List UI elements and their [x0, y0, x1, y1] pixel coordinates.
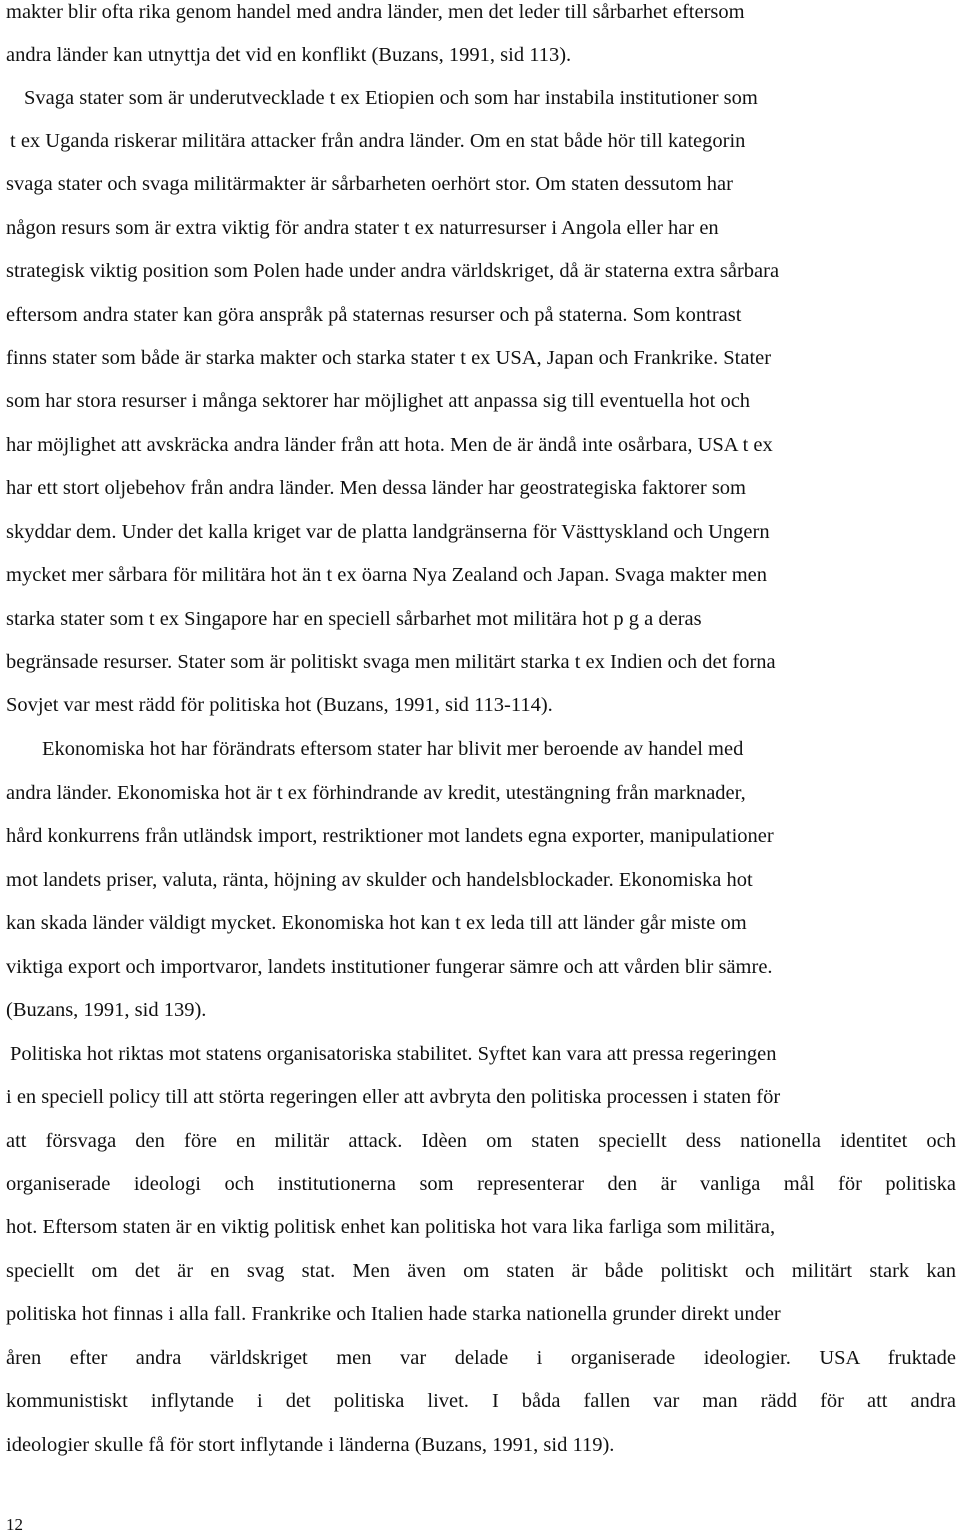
text-line: hård konkurrens från utländsk import, restriktioner mot landets egna exporter, manipulationer	[6, 825, 774, 847]
text-line: ideologier skulle få för stort inflytande i länderna (Buzans, 1991, sid 119).	[6, 1434, 615, 1456]
text-line: mycket mer sårbara för militära hot än t ex öarna Nya Zealand och Japan. Svaga makter men	[6, 564, 768, 586]
text-line: kan skada länder väldigt mycket. Ekonomiska hot kan t ex leda till att länder går miste om	[6, 912, 747, 934]
text-line: kommunistiskt inflytande i det politiska livet. I båda fallen var man rädd för att andra	[6, 1390, 956, 1412]
text-line: Sovjet var mest rädd för politiska hot (Buzans, 1991, sid 113-114).	[6, 694, 553, 716]
text-line: makter blir ofta rika genom handel med andra länder, men det leder till sårbarhet eftersom	[6, 1, 745, 23]
text-line: starka stater som t ex Singapore har en speciell sårbarhet mot militära hot p g a deras	[6, 608, 702, 630]
text-line: organiserade ideologi och institutionerna som representerar den är vanliga mål för politiska	[6, 1173, 956, 1195]
text-line: mot landets priser, valuta, ränta, höjning av skulder och handelsblockader. Ekonomiska hot	[6, 869, 753, 891]
text-line: speciellt om det är en svag stat. Men även om staten är både politiskt och militärt stark kan	[6, 1260, 956, 1282]
paragraph-first-line: Politiska hot riktas mot statens organisatoriska stabilitet. Syftet kan vara att pressa regeringen	[10, 1043, 777, 1065]
text-line: andra länder kan utnyttja det vid en konflikt (Buzans, 1991, sid 113).	[6, 44, 572, 66]
text-line: har ett stort oljebehov från andra länder. Men dessa länder har geostrategiska faktorer som	[6, 477, 747, 499]
text-line: t ex Uganda riskerar militära attacker från andra länder. Om en stat både hör till kategorin	[10, 130, 746, 152]
paragraph-first-line: Ekonomiska hot har förändrats eftersom stater har blivit mer beroende av handel med	[42, 738, 744, 760]
text-line: andra länder. Ekonomiska hot är t ex förhindrande av kredit, utestängning från marknader,	[6, 782, 746, 804]
text-line: finns stater som både är starka makter och starka stater t ex USA, Japan och Frankrike. Stater	[6, 347, 772, 369]
text-line: eftersom andra stater kan göra anspråk på staternas resurser och på staterna. Som kontrast	[6, 304, 742, 326]
text-line: har möjlighet att avskräcka andra länder från att hota. Men de är ändå inte osårbara, USA t ex	[6, 434, 773, 456]
page-number: 12	[6, 1515, 23, 1534]
text-line: någon resurs som är extra viktig för andra stater t ex naturresurser i Angola eller har en	[6, 217, 719, 239]
paragraph-first-line: Svaga stater som är underutvecklade t ex Etiopien och som har instabila institutioner som	[24, 87, 758, 109]
text-line: skyddar dem. Under det kalla kriget var de platta landgränserna för Västtyskland och Ungern	[6, 521, 770, 543]
text-line: att försvaga den före en militär attack. Idèen om staten speciellt dess nationella identitet och	[6, 1130, 956, 1152]
text-line: begränsade resurser. Stater som är politiskt svaga men militärt starka t ex Indien och det forna	[6, 651, 776, 673]
text-line: åren efter andra världskriget men var delade i organiserade ideologier. USA fruktade	[6, 1347, 956, 1369]
text-line: hot. Eftersom staten är en viktig politisk enhet kan politiska hot vara lika farliga som militära,	[6, 1216, 776, 1238]
text-line: som har stora resurser i många sektorer har möjlighet att anpassa sig till eventuella hot och	[6, 390, 751, 412]
text-line: i en speciell policy till att störta regeringen eller att avbryta den politiska processen i staten för	[6, 1086, 781, 1108]
text-line: strategisk viktig position som Polen hade under andra världskriget, då är staterna extra sårbara	[6, 260, 780, 282]
text-line: politiska hot finnas i alla fall. Frankrike och Italien hade starka nationella grunder direkt under	[6, 1303, 781, 1325]
text-line: (Buzans, 1991, sid 139).	[6, 999, 207, 1021]
text-line: viktiga export och importvaror, landets institutioner fungerar sämre och att vården blir sämre.	[6, 956, 773, 978]
text-line: svaga stater och svaga militärmakter är sårbarheten oerhört stor. Om staten dessutom har	[6, 173, 733, 195]
